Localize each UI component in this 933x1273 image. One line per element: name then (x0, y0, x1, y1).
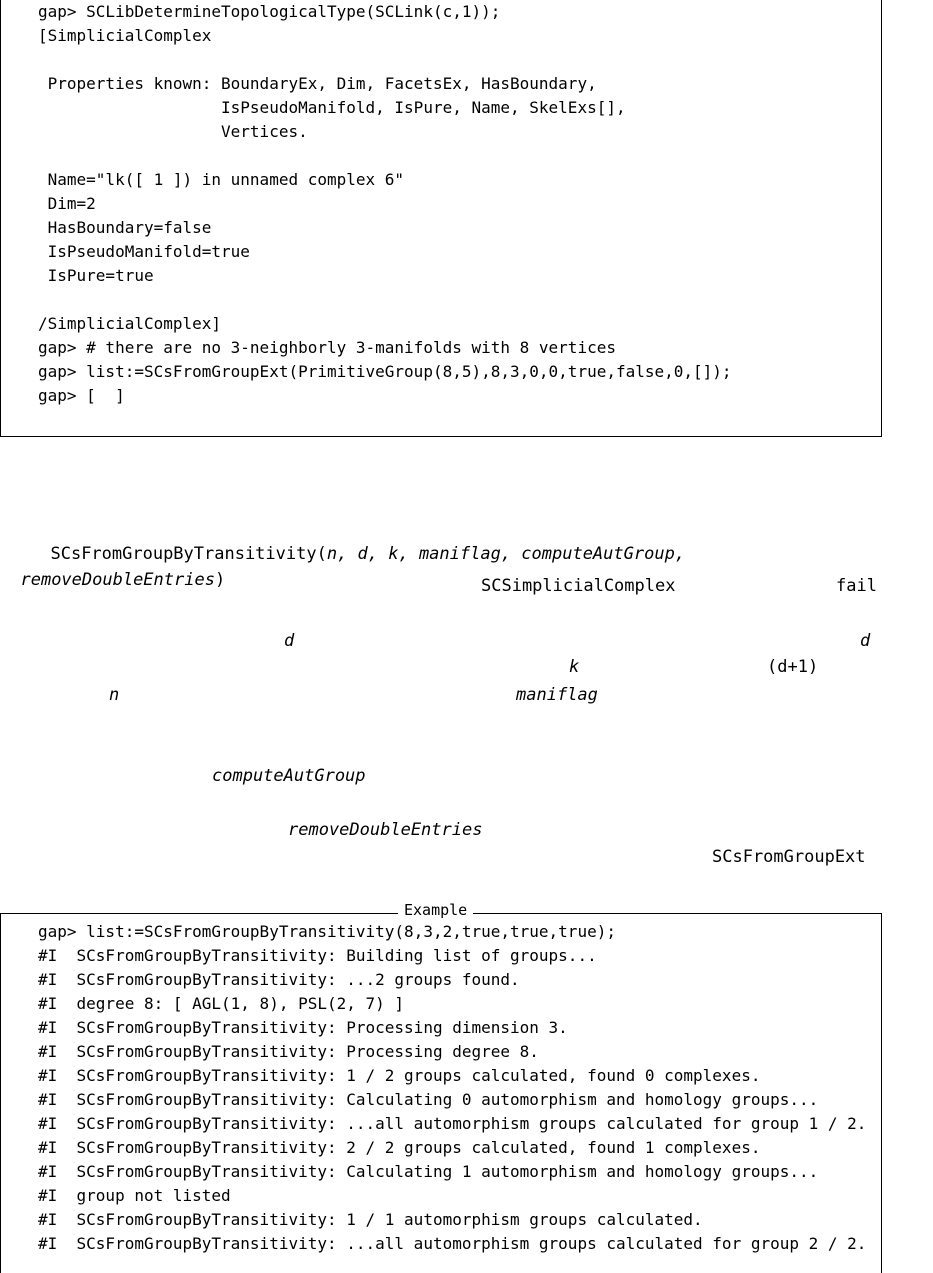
param-compute-aut-group: computeAutGroup (212, 766, 366, 786)
code-line: #I degree 8: [ AGL(1, 8), PSL(2, 7) ] (38, 994, 405, 1013)
expr-d-plus-1: (d+1) (767, 657, 819, 677)
param-remove-double-entries: removeDoubleEntries (288, 820, 483, 840)
function-signature-cont (0, 547, 225, 591)
function-name: SCsFromGroupByTransitivity( (50, 544, 327, 564)
code-line: [SimplicialComplex (38, 26, 212, 45)
example-label: Example (398, 901, 473, 919)
code-line: #I SCsFromGroupByTransitivity: Processing dimension 3. (38, 1018, 568, 1037)
code-line: IsPseudoManifold=true (38, 242, 250, 261)
code-line: gap> list:=SCsFromGroupExt(PrimitiveGroup(8,5),8,3,0,0,true,false,0,[]); (38, 362, 732, 381)
code-line: #I group not listed (38, 1186, 231, 1205)
code-line: #I SCsFromGroupByTransitivity: 1 / 1 automorphism groups calculated. (38, 1210, 703, 1229)
code-line: gap> [ ] (38, 386, 125, 405)
code-line: #I SCsFromGroupByTransitivity: 2 / 2 groups calculated, found 1 complexes. (38, 1138, 761, 1157)
code-line: IsPseudoManifold, IsPure, Name, SkelExs[], (38, 98, 626, 117)
code-line: #I SCsFromGroupByTransitivity: Building list of groups... (38, 946, 597, 965)
code-line: #I SCsFromGroupByTransitivity: Calculating 0 automorphism and homology groups... (38, 1090, 819, 1109)
code-line: #I SCsFromGroupByTransitivity: ...2 groups found. (38, 970, 520, 989)
return-type: SCSimplicialComplex (481, 576, 676, 596)
code-line: #I SCsFromGroupByTransitivity: 1 / 2 groups calculated, found 0 complexes. (38, 1066, 761, 1085)
function-close: ) (214, 570, 226, 590)
code-line: Dim=2 (38, 194, 96, 213)
reference-scs-from-group-ext: SCsFromGroupExt (712, 847, 866, 867)
code-line: gap> list:=SCsFromGroupByTransitivity(8,3,2,true,true,true); (38, 922, 616, 941)
code-line: gap> # there are no 3-neighborly 3-manifolds with 8 vertices (38, 338, 616, 357)
code-example-box-1 (0, 0, 882, 437)
param-d: d (284, 631, 295, 651)
param-n: n (109, 685, 120, 705)
code-example-box-2 (0, 913, 882, 1273)
code-line: Name="lk([ 1 ]) in unnamed complex 6" (38, 170, 405, 189)
code-line: /SimplicialComplex] (38, 314, 222, 333)
code-line: #I SCsFromGroupByTransitivity: Processing degree 8. (38, 1042, 539, 1061)
param-k: k (569, 657, 580, 677)
return-fail: fail (836, 576, 877, 596)
code-line: Properties known: BoundaryEx, Dim, FacetsEx, HasBoundary, (38, 74, 597, 93)
param-d: d (860, 631, 871, 651)
code-line: gap> SCLibDetermineTopologicalType(SCLink(c,1)); (38, 2, 501, 21)
code-line: HasBoundary=false (38, 218, 212, 237)
code-line: #I SCsFromGroupByTransitivity: Calculating 1 automorphism and homology groups... (38, 1162, 819, 1181)
param-maniflag: maniflag (516, 685, 598, 705)
code-line: Vertices. (38, 122, 308, 141)
code-line: #I SCsFromGroupByTransitivity: ...all automorphism groups calculated for group 1 / 2. (38, 1114, 867, 1133)
function-args: n, d, k, maniflag, computeAutGroup, (326, 544, 686, 564)
function-args-cont: removeDoubleEntries (20, 570, 215, 590)
code-line: IsPure=true (38, 266, 154, 285)
code-line: #I SCsFromGroupByTransitivity: ...all automorphism groups calculated for group 2 / 2. (38, 1234, 867, 1253)
